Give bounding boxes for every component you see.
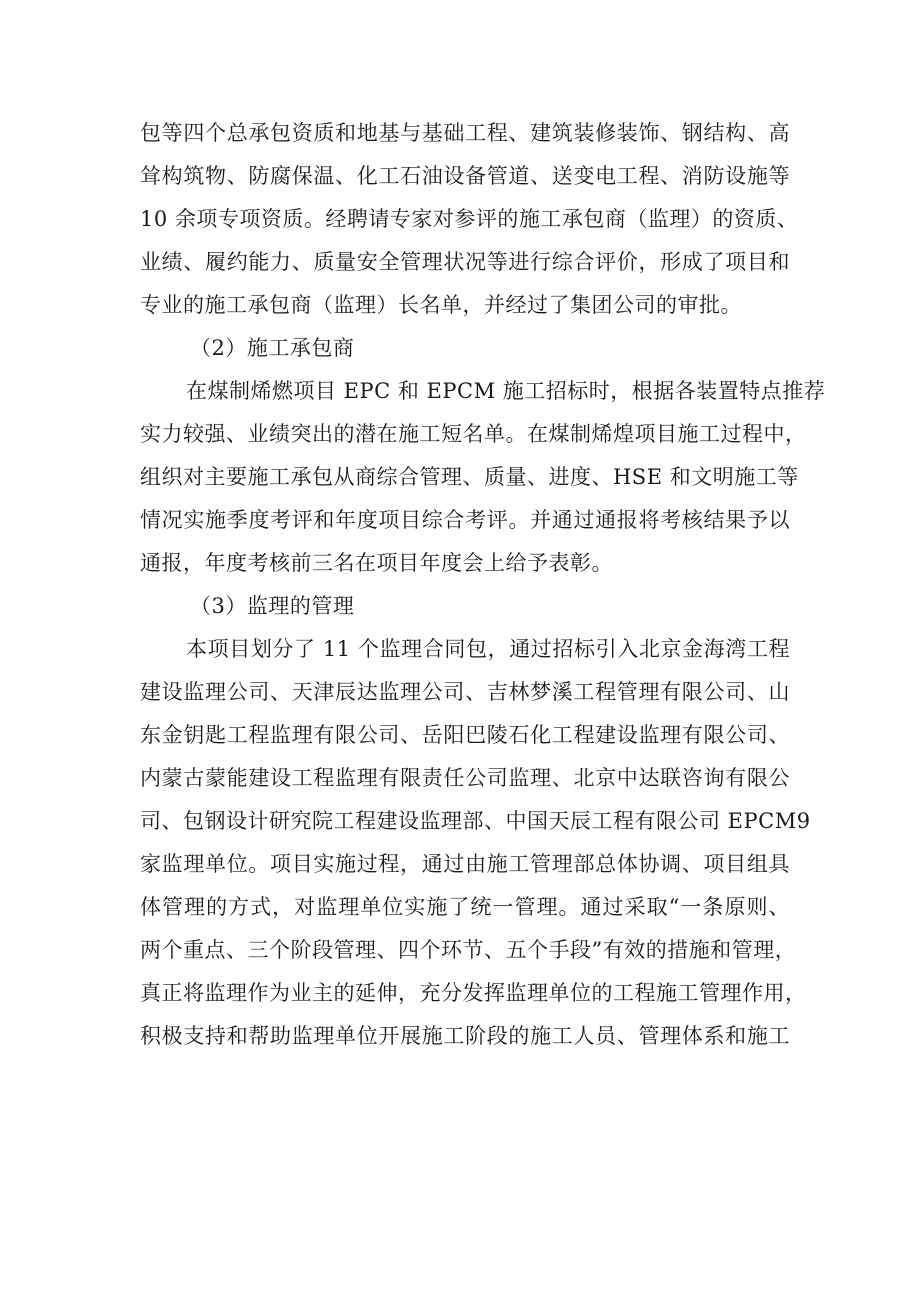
paragraph-qualifications xyxy=(140,112,799,327)
text-line: 组织对主要施工承包从商综合管理、质量、进度、HSE 和文明施工等 xyxy=(140,465,799,489)
text-line: 通报，年度考核前三名在项目年度会上给予表彰。 xyxy=(140,551,613,575)
section-heading-contractors: （2）施工承包商 xyxy=(190,336,355,360)
text-line: 10 余项专项资质。经聘请专家对参评的施工承包商（监理）的资质、 xyxy=(140,207,799,231)
text-line: 真正将监理作为业主的延伸，充分发挥监理单位的工程施工管理作用， xyxy=(140,981,807,1005)
text-line: 包等四个总承包资质和地基与基础工程、建筑装修装饰、钢结构、高 xyxy=(140,121,790,145)
text-line: 业绩、履约能力、质量安全管理状况等进行综合评价，形成了项目和 xyxy=(140,250,790,274)
text-line: 在煤制烯燃项目 EPC 和 EPCM 施工招标时，根据各装置特点推荐 xyxy=(186,379,826,403)
paragraph-contractors xyxy=(140,370,826,585)
section-heading-supervision: （3）监理的管理 xyxy=(190,594,355,618)
text-line: 本项目划分了 11 个监理合同包，通过招标引入北京金海湾工程 xyxy=(186,637,790,661)
document-body xyxy=(140,112,826,1058)
text-line: 专业的施工承包商（监理）长名单，并经过了集团公司的审批。 xyxy=(140,293,742,317)
text-line: 建设监理公司、天津辰达监理公司、吉林梦溪工程管理有限公司、山 xyxy=(140,680,790,704)
text-line: 情况实施季度考评和年度项目综合考评。并通过通报将考核结果予以 xyxy=(140,508,790,532)
text-line: 内蒙古蒙能建设工程监理有限责任公司监理、北京中达联咨询有限公 xyxy=(140,766,790,790)
text-line: 司、包钢设计研究院工程建设监理部、中国天辰工程有限公司 EPCM9 xyxy=(140,809,811,833)
text-line: 家监理单位。项目实施过程，通过由施工管理部总体协调、项目组具 xyxy=(140,852,790,876)
text-line: 东金钥匙工程监理有限公司、岳阳巴陵石化工程建设监理有限公司、 xyxy=(140,723,790,747)
text-line: 实力较强、业绩突出的潜在施工短名单。在煤制烯煌项目施工过程中， xyxy=(140,422,807,446)
text-line: 两个重点、三个阶段管理、四个环节、五个手段”有效的措施和管理， xyxy=(140,938,797,962)
text-line: 耸构筑物、防腐保温、化工石油设备管道、送变电工程、消防设施等 xyxy=(140,164,790,188)
paragraph-supervision xyxy=(140,628,811,1058)
text-line: 体管理的方式，对监理单位实施了统一管理。通过采取“一条原则、 xyxy=(140,895,790,919)
text-line: 积极支持和帮助监理单位开展施工阶段的施工人员、管理体系和施工 xyxy=(140,1024,790,1048)
